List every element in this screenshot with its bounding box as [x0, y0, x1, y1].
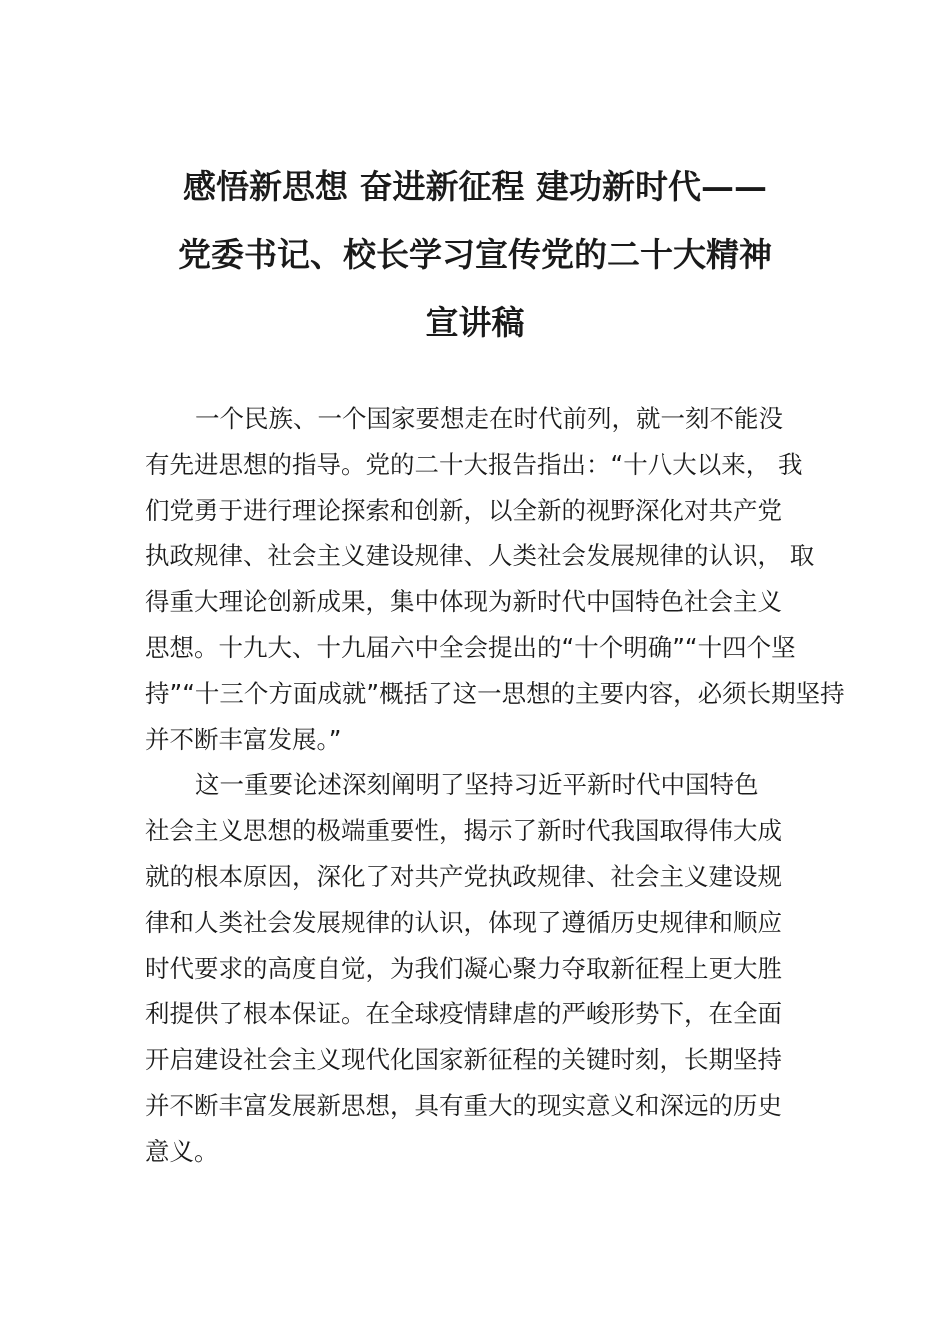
- paragraph-line: 们党勇于进行理论探索和创新，以全新的视野深化对共产党: [145, 495, 782, 525]
- title-line-1: 感悟新思想 奋进新征程 建功新时代——: [183, 167, 767, 206]
- paragraph-line: 时代要求的高度自觉，为我们凝心聚力夺取新征程上更大胜: [145, 953, 782, 983]
- paragraph-line: 得重大理论创新成果，集中体现为新时代中国特色社会主义: [145, 587, 782, 617]
- paragraph-line: 执政规律、社会主义建设规律、人类社会发展规律的认识， 取: [145, 541, 815, 571]
- paragraph-line: 意义。: [145, 1136, 219, 1166]
- paragraph-1: [145, 396, 845, 762]
- paragraph-line: 一个民族、一个国家要想走在时代前列，就一刻不能没: [195, 404, 783, 433]
- document-title: [100, 158, 850, 362]
- paragraph-line: 社会主义思想的极端重要性，揭示了新时代我国取得伟大成: [145, 816, 782, 846]
- paragraph-line: 并不断丰富发展。”: [145, 724, 342, 754]
- paragraph-line: 有先进思想的指导。党的二十大报告指出：“十八大以来， 我: [145, 449, 803, 479]
- title-line-2: 党委书记、校长学习宣传党的二十大精神: [178, 235, 772, 274]
- paragraph-line: 开启建设社会主义现代化国家新征程的关键时刻，长期坚持: [145, 1045, 782, 1075]
- paragraph-line: 持”“十三个方面成就”概括了这一思想的主要内容，必须长期坚持: [145, 678, 845, 708]
- paragraph-2: [145, 762, 825, 1174]
- paragraph-line: 并不断丰富发展新思想，具有重大的现实意义和深远的历史: [145, 1090, 782, 1120]
- document-body: [145, 396, 845, 1175]
- paragraph-line: 就的根本原因，深化了对共产党执政规律、社会主义建设规: [145, 861, 782, 891]
- paragraph-line: 利提供了根本保证。在全球疫情肆虐的严峻形势下，在全面: [145, 999, 782, 1029]
- title-line-3: 宣讲稿: [425, 303, 525, 342]
- paragraph-line: 这一重要论述深刻阐明了坚持习近平新时代中国特色: [195, 770, 759, 800]
- paragraph-line: 思想。十九大、十九届六中全会提出的“十个明确”“十四个坚: [145, 632, 796, 662]
- paragraph-line: 律和人类社会发展规律的认识，体现了遵循历史规律和顺应: [145, 907, 782, 937]
